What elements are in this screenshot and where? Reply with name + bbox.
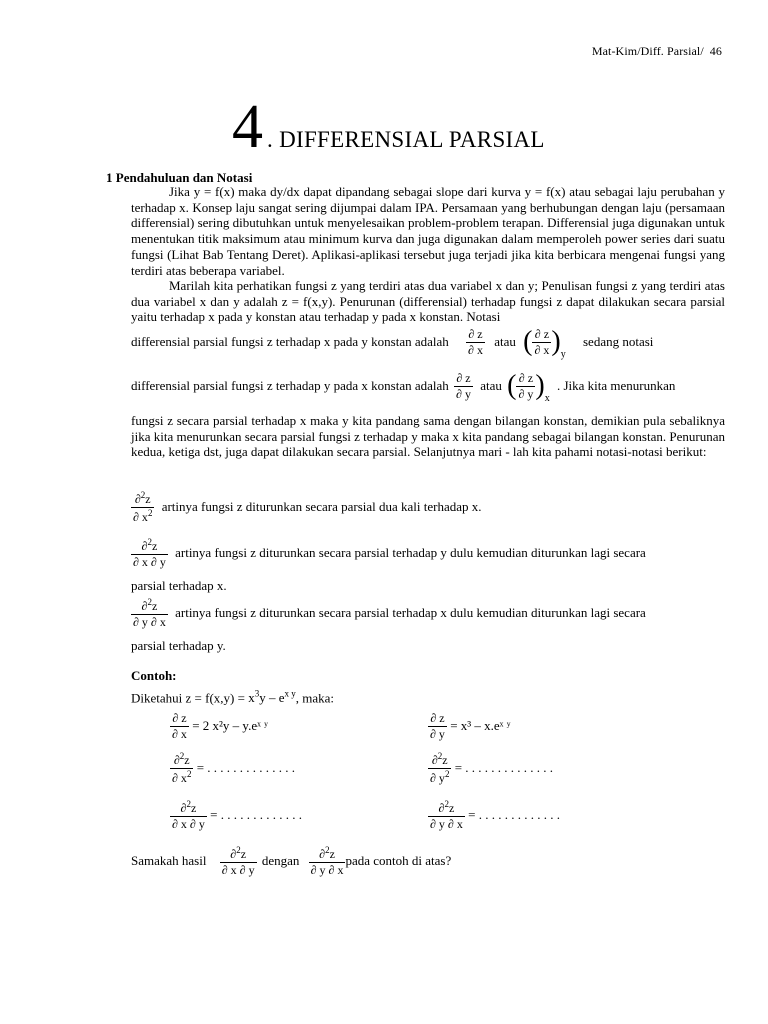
example-question: Samakah hasil $\frac{\partial^2z}{\partial x \partial y}$ dengan $\frac{\partial^2z}{\partial y \partial x}$ pada contoh di atas? [131,845,452,877]
fraction-dz-dx: $\frac{\partial z}{\partial x}$ [468,327,483,357]
page-number: 46 [709,44,722,58]
fraction-d2z-dxdy: $\frac{\partial^2z}{\partial x \partial y}$ [133,537,166,569]
example-dz-dx: $\frac{\partial z}{\partial x}$ = 2 x²y – y.eˣ ʸ [172,711,268,741]
notation-d2z-dydx: $\frac{\partial^2z}{\partial y \partial x}$ artinya fungsi z diturunkan secara parsial terhadap x dulu kemudian diturunkan lagi secara [133,597,646,629]
partial-y-notation-line: differensial parsial fungsi z terhadap y pada x konstan adalah $\frac{\partial z}{\partial y}$ atau ( $\frac{\partial z}{\partial y}$ )$_x$ . Jika kita menurunkan [131,370,676,405]
paragraph-notation-intro: Marilah kita perhatikan fungsi z yang terdiri atas dua variabel x dan y; Penulisan fungsi z yang terdiri atas dua variabel x dan y adalah z = f(x,y). Penurunan (differensial) terhadap fungsi z dapat dilakukan secara parsial yaitu terhadap x pada y konstan atau terhadap y pada x konstan. Notasi [131,278,725,325]
example-d2z-dydx: $\frac{\partial^2z}{\partial y \partial x}$ = . . . . . . . . . . . . . [430,799,560,831]
running-header [592,44,722,59]
example-d2z-dy2: $\frac{\partial^2z}{\partial y^2}$ = . . . . . . . . . . . . . . [430,751,554,785]
fraction-d2z-dx2: $\frac{\partial^2z}{\partial x^2}$ [133,490,153,524]
notation-d2z-dx2: $\frac{\partial^2z}{\partial x^2}$ artinya fungsi z diturunkan secara parsial dua kali terhadap x. [133,490,482,524]
fraction-d2z-dydx: $\frac{\partial^2z}{\partial y \partial x}$ [133,597,166,629]
chapter-number: 4 [232,93,263,161]
paragraph-higher-order: fungsi z secara parsial terhadap x maka y kita pandang sama dengan bilangan konstan, demikian pula sebaliknya jika kita menurunkan secara parsial fungsi z terhadap y maka x kita pandang sebagai bilangan konstan. Penurunan kedua, ketiga dst, juga dapat dilakukan secara parsial. Selanjutnya mari - lah kita pahami notasi-notasi berikut: [131,413,725,460]
example-heading: Contoh: [131,668,177,683]
notation-d2z-dydx-cont: parsial terhadap y. [131,638,226,653]
example-d2z-dx2: $\frac{\partial^2z}{\partial x^2}$ = . . . . . . . . . . . . . . [172,751,296,785]
example-given: Diketahui $z = f(x,y) = x^3y - e^{x y}$, maka: [131,689,334,706]
chapter-title [232,93,545,161]
fraction-dz-dy-x-const: $\frac{\partial z}{\partial y}$ [518,371,534,401]
partial-x-notation-line: differensial parsial fungsi z terhadap x pada y konstan adalah $\frac{\partial z}{\partial x}$ atau ( $\frac{\partial z}{\partial x}$ )$_y$ sedang notasi [131,326,654,361]
fraction-dz-dy: $\frac{\partial z}{\partial y}$ [456,371,471,401]
chapter-title-text: . DIFFERENSIAL PARSIAL [267,127,545,152]
section-heading: 1 Pendahuluan dan Notasi [106,170,253,185]
paragraph-intro: Jika y = f(x) maka dy/dx dapat dipandang sebagai slope dari kurva y = f(x) atau sebagai laju perubahan y terhadap x. Konsep laju sangat sering dijumpai dalam IPA. Persamaan yang berhubungan dengan laju (persamaan differensial) sering dibutuhkan untuk menyelesaikan problem-problem terapan. Differensial juga digunakan untuk menentukan titik maksimum atau minimum kurva dan juga digunakan dalam memperoleh power series dari suatu fungsi (Lihat Bab Tentang Deret). Aplikasi-aplikasi tersebut juga terjadi jika kita berbicara mengenai fungsi yang terdiri atas beberapa variabel. [131,184,725,278]
notation-d2z-dxdy: $\frac{\partial^2z}{\partial x \partial y}$ artinya fungsi z diturunkan secara parsial terhadap y dulu kemudian diturunkan lagi secara [133,537,646,569]
running-title: Mat-Kim/Diff. Parsial/ [591,44,704,58]
notation-d2z-dxdy-cont: parsial terhadap x. [131,578,227,593]
example-d2z-dxdy: $\frac{\partial^2z}{\partial x \partial y}$ = . . . . . . . . . . . . . [172,799,302,831]
example-dz-dy: $\frac{\partial z}{\partial y}$ = x³ – x.eˣ ʸ [430,711,511,741]
fraction-dz-dx-y-const: $\frac{\partial z}{\partial x}$ [534,327,550,357]
